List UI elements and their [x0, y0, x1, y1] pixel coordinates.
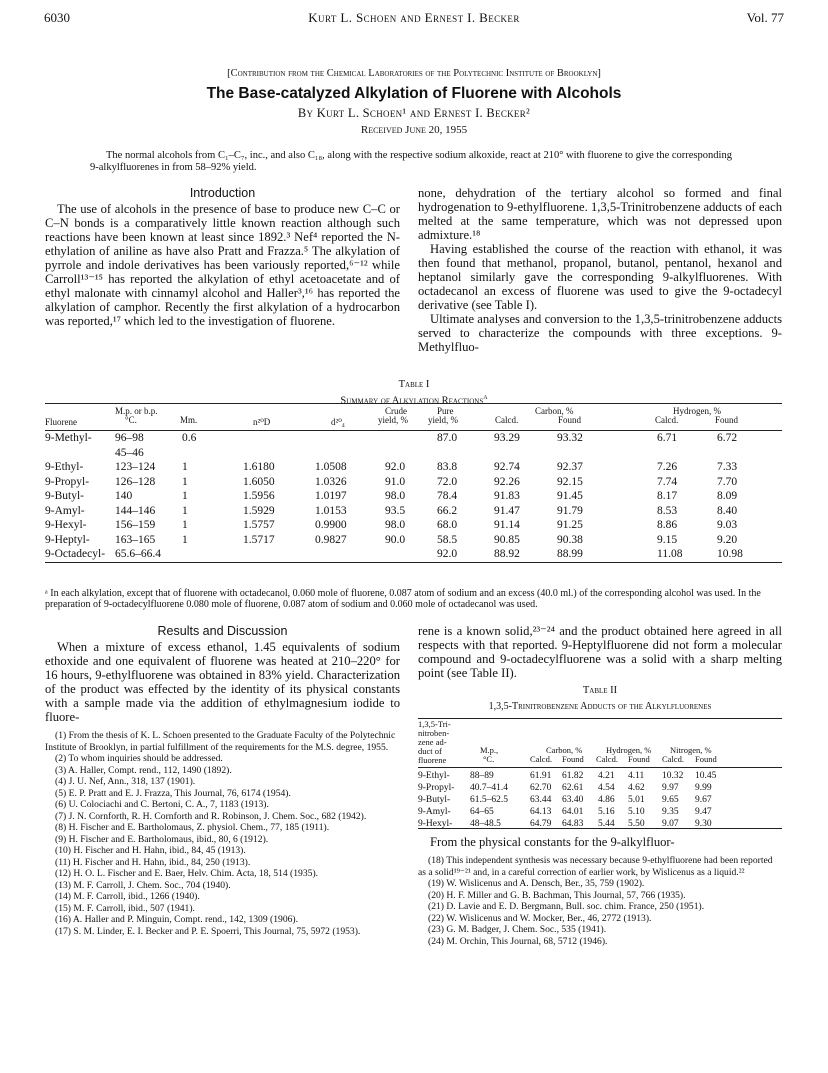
table1-cell-h_calcd: 8.53	[657, 504, 678, 517]
right-column-top	[418, 186, 782, 354]
table2-cell-n_found: 10.45	[695, 771, 717, 781]
th-mp: M.p. or b.p.	[115, 406, 158, 416]
footnote: (16) A. Haller and P. Minguin, Compt. rend., 142, 1309 (1906).	[55, 914, 299, 925]
th2-carbon: Carbon, %	[546, 745, 583, 755]
table1-cell-h_found: 6.72	[717, 432, 738, 444]
table1-cell-d: 1.0508	[315, 461, 347, 473]
table-row	[418, 792, 782, 804]
table2-cell-n_found: 9.99	[695, 783, 712, 793]
th2-c-found: Found	[562, 754, 584, 764]
table1-cell-name: 9-Heptyl-	[45, 533, 90, 546]
table1-cell-crude: 98.0	[385, 519, 406, 531]
footnote: (17) S. M. Linder, E. I. Becker and P. E. Spoerri, This Journal, 75, 5972 (1953).	[55, 925, 361, 937]
table1-cell-c_calcd: 90.85	[494, 533, 520, 546]
footnote: (2) To whom inquiries should be addressed.	[55, 753, 223, 764]
table1-cell-c_found: 92.15	[557, 475, 583, 488]
table1-cell-nd: 1.6180	[243, 461, 275, 473]
th2-h-found: Found	[628, 754, 650, 764]
table1-cell-c_calcd: 91.14	[494, 519, 520, 531]
table1-cell-h_calcd: 9.15	[657, 533, 678, 546]
table2-cell-n_found: 9.30	[695, 819, 712, 829]
table-row	[45, 489, 782, 504]
th-fluorene: Fluorene	[45, 417, 77, 427]
table1-cell-h_calcd: 6.71	[657, 432, 678, 444]
table2-cell-n_calcd: 9.35	[662, 807, 679, 817]
table-row	[45, 460, 782, 475]
th2-mp: M.p.,	[480, 745, 499, 755]
table2-label: Table II	[582, 685, 618, 696]
table1-cell-d: 0.9900	[315, 519, 347, 531]
th2-nitrogen: Nitrogen, %	[670, 745, 712, 755]
body-paragraph: From the physical constants for the 9-alkylfluor-	[430, 835, 675, 849]
table1-cell-name: 9-Amyl-	[45, 504, 85, 517]
table1-cell-c_calcd: 93.29	[494, 432, 520, 444]
table1	[45, 403, 782, 563]
running-title: Kurt L. Schoen and Ernest I. Becker	[308, 10, 520, 25]
footnote: (8) H. Fischer and E. Bartholomaus, Z. physiol. Chem., 77, 185 (1911).	[55, 822, 330, 833]
table1-cell-crude: 93.5	[385, 504, 406, 517]
table1-cell-pure: 66.2	[437, 504, 458, 517]
page-number: 6030	[44, 10, 70, 25]
footnote: (15) M. F. Carroll, ibid., 507 (1941).	[55, 902, 195, 914]
abstract: The normal alcohols from C₁–C₇, inc., and also C₁₈, along with the respective sodium alkoxide, react at 210° with fluorene to give the corresponding 9-alkylfluorenes in from 58–92% yield.	[90, 150, 732, 173]
table1-cell-mp: 156–159	[115, 519, 156, 531]
table1-cell-c_calcd: 92.26	[494, 475, 520, 488]
table2-cell-n_found: 9.67	[695, 795, 712, 805]
footnote: (14) M. F. Carroll, ibid., 1266 (1940).	[55, 891, 200, 902]
table2-cell-mp: 40.7–41.4	[470, 783, 508, 793]
th-crude-top: Crude	[385, 406, 407, 416]
table-row	[418, 768, 782, 780]
th-h-calcd: Calcd.	[655, 415, 679, 425]
table1-caption-note: a	[483, 391, 488, 401]
table2-cell-c_found: 64.01	[562, 807, 584, 817]
footnote: (10) H. Fischer and H. Hahn, ibid., 84, 45 (1913).	[55, 845, 246, 856]
table1-cell-name: 9-Hexyl-	[45, 519, 87, 531]
table2-cell-h_calcd: 4.54	[598, 783, 615, 793]
table1-cell-crude: 90.0	[385, 533, 406, 546]
table1-cell-nd: 1.5929	[243, 504, 275, 517]
left-column-bottom	[45, 624, 400, 937]
th2-c-calcd: Calcd.	[530, 754, 552, 764]
th-crude: yield, %	[378, 415, 408, 425]
table1-cell-nd: 1.5757	[243, 519, 275, 531]
table-row	[45, 533, 782, 548]
table2-cell-name: 9-Propyl-	[418, 783, 455, 793]
running-header	[44, 10, 784, 28]
table1-cell-nd: 1.5717	[243, 533, 275, 546]
footnotes-left	[45, 730, 400, 937]
body-paragraph: rene is a known solid,²³⁻²⁴ and the product obtained here agreed in all respects with that reported. 9-Heptylfluorene did not form a molecular compound and 9-octadecylfluorene was a solid with a sharp melting point (see Table II).	[418, 624, 782, 680]
table-row	[418, 816, 782, 828]
footnote: (19) W. Wislicenus and A. Densch, Ber., 35, 759 (1902).	[428, 878, 645, 889]
th-pure-top: Pure	[437, 406, 454, 416]
table2-body	[418, 768, 782, 828]
table1-cell-pure: 78.4	[437, 490, 458, 502]
table1-cell-pure: 72.0	[437, 475, 458, 488]
table1-footnote: ᵃ In each alkylation, except that of fluorene with octadecanol, 0.060 mole of fluorene, 0.087 atom of sodium and an excess (40.0 ml.) of the corresponding alcohol was used. In the preparation of 9-octadecylfluorene 0.080 mole of fluorene, 0.087 atom of sodium and 0.060 mole of octadecanol was used.	[45, 588, 761, 610]
table1-cell-name: 9-Propyl-	[45, 475, 90, 488]
table2-header	[418, 719, 782, 767]
table1-cell-mm: 1	[182, 461, 188, 473]
th-nd: n²⁰D	[253, 417, 271, 427]
table2-cell-h_found: 5.01	[628, 795, 645, 805]
table2-cell-mp: 88–89	[470, 771, 494, 781]
th-h-found: Found	[715, 415, 739, 425]
table2-cell-n_calcd: 10.32	[662, 771, 684, 781]
body-paragraph: none, dehydration of the tertiary alcohol so formed and final hydrogenation to 9-ethylfluorene. 1,3,5-Trinitrobenzene adducts of each melted at the same temperature, which was not depressed upon admixture.¹⁸	[418, 186, 782, 242]
table1-cell-pure: 92.0	[437, 548, 458, 560]
footnote: (1) From the thesis of K. L. Schoen presented to the Graduate Faculty of the Polytechnic Institute of Brooklyn, in partial fulfillment of the requirements for the M.S. degree, 1955.	[45, 730, 396, 753]
footnote: (12) H. O. L. Fischer and E. Baer, Helv. Chim. Acta, 18, 514 (1935).	[55, 868, 319, 879]
table2-cell-n_calcd: 9.07	[662, 819, 679, 829]
table2-cell-h_calcd: 4.86	[598, 795, 615, 805]
table1-label: Table I	[398, 379, 430, 390]
footnote: (7) J. N. Cornforth, R. H. Cornforth and R. Robinson, J. Chem. Soc., 682 (1942).	[55, 810, 367, 822]
table1-cell-d: 0.9827	[315, 533, 347, 546]
th-mm: Mm.	[180, 415, 198, 425]
table1-cell-h_found: 7.33	[717, 461, 738, 473]
table1-cell-h_found: 7.70	[717, 475, 738, 488]
table1-caption: Summary of Alkylation Reactions	[340, 395, 484, 407]
table2-cell-n_calcd: 9.65	[662, 795, 679, 805]
table2-cell-h_found: 4.62	[628, 783, 645, 793]
footnote: (6) U. Colociachi and C. Bertoni, C. A., 7, 1183 (1913).	[55, 799, 269, 810]
th-mp-unit: °C.	[125, 415, 137, 425]
table1-cell-mp: 126–128	[115, 475, 156, 488]
table2-cell-c_found: 63.40	[562, 795, 584, 805]
table1-cell-c_found: 91.79	[557, 504, 583, 517]
footnote: (9) H. Fischer and E. Bartholomaus, ibid., 80, 6 (1912).	[55, 833, 269, 845]
results-paragraph: When a mixture of excess ethanol, 1.45 equivalents of sodium ethoxide and one equivalent of fluorene was heated at 210–220° for 16 hours, 9-ethylfluorene was obtained in 83% yield. Characterization of the product was effected by the identity of its physical constants with a sample made via the addition of ethylmagnesium iodide to fluore-	[45, 640, 400, 724]
body-paragraph: Ultimate analyses and conversion to the 1,3,5-trinitrobenzene adducts served to characterize the compounds with three exceptions. 9-Methylfluo-	[418, 312, 782, 354]
th2-hydrogen: Hydrogen, %	[606, 745, 652, 755]
table2-cell-name: 9-Amyl-	[418, 807, 451, 817]
table1-cell-nd: 1.6050	[243, 475, 275, 488]
table1-cell-c_found: 91.45	[557, 490, 583, 502]
table2-cell-c_found: 64.83	[562, 819, 584, 829]
table1-cell-crude: 91.0	[385, 475, 406, 488]
table1-cell-name: 9-Octadecyl-	[45, 548, 106, 560]
table1-cell-name: 9-Butyl-	[45, 490, 84, 502]
introduction-heading: Introduction	[189, 186, 256, 200]
footnote: (5) E. P. Pratt and E. J. Frazza, This Journal, 76, 6174 (1954).	[55, 787, 291, 799]
table1-cell-d: 1.0197	[315, 490, 347, 502]
th-c-calcd: Calcd.	[495, 415, 519, 425]
footnote: (4) J. U. Nef, Ann., 318, 137 (1901).	[55, 776, 196, 787]
table1-cell-h_found: 9.20	[717, 533, 738, 546]
table1-cell-c_calcd: 91.83	[494, 490, 520, 502]
table1-cell-d: 1.0326	[315, 475, 347, 488]
th2-n-found: Found	[695, 754, 717, 764]
table1-cell-h_calcd: 11.08	[657, 548, 683, 560]
byline: By Kurt L. Schoen¹ and Ernest I. Becker²	[297, 106, 531, 120]
table-row	[45, 504, 782, 519]
table2-cell-c_calcd: 64.13	[530, 807, 552, 817]
th2-n-calcd: Calcd.	[662, 754, 684, 764]
introduction-paragraph: The use of alcohols in the presence of base to produce new C–C or C–N bonds is a comparatively little known reaction although such reactions have been known at least since 1892.³ Nef⁴ reported the N-ethylation of aniline as have also Pratt and Frazza.⁵ The alkylation of pyrrole and indole derivatives has been variously reported,⁶⁻¹² while Carroll¹³⁻¹⁵ has reported the alkylation of ethyl acetoacetate and of ethyl malonate with cinnamyl alcohol and Haller³,¹⁶ has reported the alkylation of camphor. Recently the first alkylation of a hydrocarbon was reported,¹⁷ which led to the investigation of fluorene.	[45, 202, 400, 328]
table1-cell-mm: 1	[182, 519, 188, 531]
table1-cell-crude: 98.0	[385, 490, 406, 502]
table2-cell-c_calcd: 64.79	[530, 819, 552, 829]
table-row	[45, 518, 782, 533]
table2-cell-mp: 61.5–62.5	[470, 795, 508, 805]
table-row	[45, 431, 782, 446]
article-title: The Base-catalyzed Alkylation of Fluorene with Alcohols	[206, 85, 622, 102]
th-c-found: Found	[558, 415, 582, 425]
table1-cell-name: 9-Methyl-	[45, 432, 92, 444]
results-heading: Results and Discussion	[157, 624, 288, 638]
footnotes-right	[418, 855, 782, 947]
table2-cell-mp: 48–48.5	[470, 819, 501, 829]
table2-cell-h_calcd: 5.44	[598, 819, 615, 829]
table1-cell-mm: 1	[182, 533, 188, 546]
table2-cell-name: 9-Butyl-	[418, 795, 451, 805]
table1-cell-h_found: 8.09	[717, 490, 738, 502]
table1-cell-c_calcd: 88.92	[494, 548, 520, 560]
table-row	[418, 804, 782, 816]
table1-cell-h_calcd: 7.26	[657, 461, 678, 473]
table2-caption: 1,3,5-Trinitrobenzene Adducts of the Alkylfluorenes	[488, 701, 712, 712]
footnote: (18) This independent synthesis was necessary because 9-ethylfluorene had been reported as a solid¹⁹⁻²¹ and, in a careful correction of earlier work, by Wislicenus as a liquid.²²	[418, 855, 773, 878]
table1-cell-c_found: 90.38	[557, 533, 583, 546]
table1-cell-mp: 96–98	[115, 432, 144, 444]
table1-cell-c_found: 92.37	[557, 461, 583, 473]
footnote: (20) H. F. Miller and G. B. Bachman, This Journal, 57, 766 (1935).	[428, 889, 686, 901]
table2-cell-h_calcd: 5.16	[598, 807, 615, 817]
table1-cell-h_calcd: 8.86	[657, 519, 678, 531]
table2-cell-name: 9-Hexyl-	[418, 819, 453, 829]
table1-cell-mp: 144–146	[115, 504, 156, 517]
table1-cell-c_calcd: 91.47	[494, 504, 520, 517]
table1-cell-mm: 1	[182, 475, 188, 488]
table1-cell-d: 1.0153	[315, 504, 347, 517]
th-carbon: Carbon, %	[535, 406, 574, 416]
table2-cell-h_found: 5.10	[628, 807, 645, 817]
footnote: (23) G. M. Badger, J. Chem. Soc., 535 (1941).	[428, 924, 607, 935]
th-pure: yield, %	[428, 415, 458, 425]
table1-cell-mm: 1	[182, 490, 188, 502]
table1-cell-pure: 58.5	[437, 533, 458, 546]
table2-cell-c_found: 61.82	[562, 771, 584, 781]
contribution-line: [Contribution from the Chemical Laboratories of the Polytechnic Institute of Brooklyn]	[227, 68, 601, 79]
table2-cell-c_found: 62.61	[562, 783, 584, 793]
table1-cell-c_found: 93.32	[557, 432, 583, 444]
table-row	[45, 475, 782, 490]
table1-cell-mp: 65.6–66.4	[115, 548, 161, 560]
table2-cell-c_calcd: 62.70	[530, 783, 552, 793]
table1-cell-c_found: 91.25	[557, 519, 583, 531]
th-d: d²⁰₄	[331, 417, 345, 427]
table1-cell-pure: 68.0	[437, 519, 458, 531]
table-row	[45, 446, 782, 461]
table1-cell-mp: 140	[115, 490, 133, 502]
table2-cell-c_calcd: 63.44	[530, 795, 552, 805]
th2-adduct: 1,3,5-Tri- nitroben- zene ad- duct of fluorene	[418, 719, 451, 765]
table2-cell-name: 9-Ethyl-	[418, 771, 450, 781]
table2-cell-n_calcd: 9.97	[662, 783, 679, 793]
table2-cell-h_found: 4.11	[628, 771, 645, 781]
table1-cell-h_found: 8.40	[717, 504, 738, 517]
right-column-bottom	[418, 624, 782, 947]
table1-cell-mm: 1	[182, 504, 188, 517]
table1-body	[45, 431, 782, 562]
th2-h-calcd: Calcd.	[596, 754, 618, 764]
footnote: (22) W. Wislicenus and W. Mocker, Ber., 46, 2772 (1913).	[428, 912, 652, 924]
table1-header	[45, 404, 782, 430]
volume-label: Vol. 77	[746, 10, 784, 25]
table2-cell-h_calcd: 4.21	[598, 771, 615, 781]
footnote: (24) M. Orchin, This Journal, 68, 5712 (1946).	[428, 935, 608, 947]
table1-cell-h_calcd: 8.17	[657, 490, 678, 502]
table2-cell-mp: 64–65	[470, 807, 494, 817]
table-row	[45, 547, 782, 562]
footnote: (13) M. F. Carroll, J. Chem. Soc., 704 (1940).	[55, 879, 231, 891]
table1-cell-pure: 83.8	[437, 461, 458, 473]
table2	[418, 718, 782, 829]
table1-cell-mm: 0.6	[182, 432, 197, 444]
left-column-top	[45, 186, 400, 328]
table1-cell-mp: 123–124	[115, 461, 156, 473]
table1-cell-pure: 87.0	[437, 432, 458, 444]
footnote: (11) H. Fischer and H. Hahn, ibid., 84, 250 (1913).	[55, 856, 251, 868]
footnote: (3) A. Haller, Compt. rend., 112, 1490 (1892).	[55, 764, 232, 776]
table1-cell-h_found: 10.98	[717, 548, 743, 560]
table1-cell-mp: 163–165	[115, 533, 156, 546]
received-date: Received June 20, 1955	[360, 124, 468, 136]
table2-cell-h_found: 5.50	[628, 819, 645, 829]
th-hydrogen: Hydrogen, %	[673, 406, 721, 416]
table-row	[418, 780, 782, 792]
table1-cell-crude: 92.0	[385, 461, 406, 473]
footnote: (21) D. Lavie and E. D. Bergmann, Bull. soc. chim. France, 250 (1951).	[428, 901, 705, 912]
table1-cell-mp: 45–46	[115, 446, 144, 459]
table2-cell-n_found: 9.47	[695, 807, 712, 817]
th2-mp-unit: °C.	[483, 754, 495, 764]
table1-cell-nd: 1.5956	[243, 490, 275, 502]
table1-cell-c_found: 88.99	[557, 548, 583, 560]
table1-cell-name: 9-Ethyl-	[45, 461, 84, 473]
table1-cell-h_calcd: 7.74	[657, 475, 678, 488]
table1-cell-h_found: 9.03	[717, 519, 738, 531]
table1-cell-c_calcd: 92.74	[494, 461, 520, 473]
body-paragraph: Having established the course of the reaction with ethanol, it was then found that methanol, propanol, butanol, pentanol, hexanol and heptanol similarly gave the corresponding 9-alkylfluorenes. With octadecanol an excess of fluorene was used to give the 9-octadecyl derivative (see Table I).	[418, 242, 782, 312]
table2-cell-c_calcd: 61.91	[530, 771, 552, 781]
